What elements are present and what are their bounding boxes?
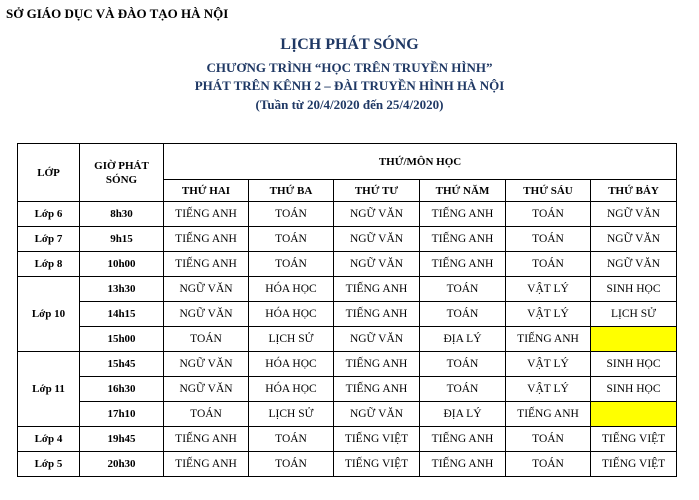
table-row	[18, 402, 677, 427]
time-cell: 8h30	[80, 202, 164, 227]
day-header: THỨ NĂM	[420, 180, 506, 202]
empty-subject-cell	[591, 402, 677, 427]
day-header: THỨ BẢY	[591, 180, 677, 202]
subject-cell: TIẾNG ANH	[506, 402, 591, 427]
table-row	[18, 277, 677, 302]
table-row	[18, 377, 677, 402]
subject-cell: VẬT LÝ	[506, 302, 591, 327]
subject-cell: ĐỊA LÝ	[420, 327, 506, 352]
subject-cell: TOÁN	[164, 402, 249, 427]
subject-cell: TOÁN	[420, 377, 506, 402]
subject-cell: SINH HỌC	[591, 277, 677, 302]
time-cell: 14h15	[80, 302, 164, 327]
subject-cell: TIẾNG ANH	[420, 227, 506, 252]
subject-cell: TIẾNG VIỆT	[591, 452, 677, 477]
subject-cell: TIẾNG ANH	[420, 427, 506, 452]
table-row	[18, 252, 677, 277]
column-header-time	[80, 144, 164, 202]
subject-cell: TOÁN	[506, 227, 591, 252]
subject-cell: TIẾNG ANH	[164, 252, 249, 277]
column-header-subjects: THỨ/MÔN HỌC	[164, 144, 677, 180]
subject-cell: NGỮ VĂN	[164, 277, 249, 302]
subject-cell: SINH HỌC	[591, 352, 677, 377]
subject-cell: NGỮ VĂN	[164, 377, 249, 402]
time-cell: 15h45	[80, 352, 164, 377]
subject-cell: TOÁN	[249, 252, 334, 277]
subject-cell: NGỮ VĂN	[164, 302, 249, 327]
subject-cell: TOÁN	[506, 427, 591, 452]
subject-cell: VẬT LÝ	[506, 377, 591, 402]
class-cell: Lớp 4	[18, 427, 80, 452]
subject-cell: TOÁN	[420, 277, 506, 302]
subject-cell: NGỮ VĂN	[334, 202, 420, 227]
header-row	[18, 144, 677, 180]
table-row	[18, 452, 677, 477]
schedule-table	[17, 143, 677, 477]
subject-cell: TIẾNG VIỆT	[334, 452, 420, 477]
column-header-time-line1: GIỜ PHÁT	[94, 159, 149, 172]
subject-cell: TIẾNG ANH	[334, 302, 420, 327]
subject-cell: TIẾNG ANH	[164, 227, 249, 252]
class-cell: Lớp 6	[18, 202, 80, 227]
time-cell: 17h10	[80, 402, 164, 427]
subject-cell: NGỮ VĂN	[334, 227, 420, 252]
day-header: THỨ TƯ	[334, 180, 420, 202]
subject-cell: NGỮ VĂN	[591, 227, 677, 252]
subject-cell: HÓA HỌC	[249, 352, 334, 377]
time-cell: 15h00	[80, 327, 164, 352]
subject-cell: NGỮ VĂN	[164, 352, 249, 377]
subject-cell: NGỮ VĂN	[591, 252, 677, 277]
department-name: SỞ GIÁO DỤC VÀ ĐÀO TẠO HÀ NỘI	[6, 6, 229, 21]
week-range: (Tuần từ 20/4/2020 đến 25/4/2020)	[255, 97, 444, 112]
subject-cell: TOÁN	[249, 227, 334, 252]
day-header: THỨ SÁU	[506, 180, 591, 202]
subject-cell: LỊCH SỬ	[249, 402, 334, 427]
subject-cell: VẬT LÝ	[506, 352, 591, 377]
column-header-class: LỚP	[18, 144, 80, 202]
program-subtitle: CHƯƠNG TRÌNH “HỌC TRÊN TRUYỀN HÌNH”	[206, 60, 493, 75]
subject-cell: LỊCH SỬ	[249, 327, 334, 352]
subject-cell: HÓA HỌC	[249, 377, 334, 402]
subject-cell: TIẾNG ANH	[164, 452, 249, 477]
subject-cell: TIẾNG ANH	[420, 202, 506, 227]
column-header-time-line2: SÓNG	[105, 173, 138, 186]
table-row	[18, 302, 677, 327]
table-row	[18, 227, 677, 252]
class-cell: Lớp 7	[18, 227, 80, 252]
time-cell: 16h30	[80, 377, 164, 402]
subject-cell: TOÁN	[420, 302, 506, 327]
schedule-body	[18, 202, 677, 477]
class-cell: Lớp 8	[18, 252, 80, 277]
subject-cell: TIẾNG ANH	[506, 327, 591, 352]
table-row	[18, 327, 677, 352]
table-row	[18, 352, 677, 377]
subject-cell: TIẾNG VIỆT	[334, 427, 420, 452]
subject-cell: ĐỊA LÝ	[420, 402, 506, 427]
subject-cell: TOÁN	[249, 202, 334, 227]
subject-cell: TOÁN	[506, 202, 591, 227]
class-cell: Lớp 5	[18, 452, 80, 477]
empty-subject-cell	[591, 327, 677, 352]
time-cell: 10h00	[80, 252, 164, 277]
time-cell: 19h45	[80, 427, 164, 452]
channel-subtitle: PHÁT TRÊN KÊNH 2 – ĐÀI TRUYỀN HÌNH HÀ NỘI	[194, 78, 505, 93]
page-title: LỊCH PHÁT SÓNG	[280, 36, 419, 53]
subject-cell: TOÁN	[249, 452, 334, 477]
subject-cell: TIẾNG ANH	[420, 252, 506, 277]
class-cell: Lớp 11	[18, 352, 80, 427]
subject-cell: TOÁN	[249, 427, 334, 452]
subject-cell: TIẾNG ANH	[164, 427, 249, 452]
subject-cell: TOÁN	[506, 452, 591, 477]
subject-cell: TIẾNG ANH	[334, 277, 420, 302]
table-row	[18, 427, 677, 452]
subject-cell: TIẾNG VIỆT	[591, 427, 677, 452]
subject-cell: TOÁN	[420, 352, 506, 377]
subject-cell: VẬT LÝ	[506, 277, 591, 302]
subject-cell: SINH HỌC	[591, 377, 677, 402]
subject-cell: NGỮ VĂN	[334, 327, 420, 352]
time-cell: 9h15	[80, 227, 164, 252]
time-cell: 13h30	[80, 277, 164, 302]
subject-cell: NGỮ VĂN	[334, 252, 420, 277]
day-header: THỨ BA	[249, 180, 334, 202]
subject-cell: TOÁN	[506, 252, 591, 277]
subject-cell: HÓA HỌC	[249, 277, 334, 302]
subject-cell: NGỮ VĂN	[334, 402, 420, 427]
day-header: THỨ HAI	[164, 180, 249, 202]
subject-cell: HÓA HỌC	[249, 302, 334, 327]
class-cell: Lớp 10	[18, 277, 80, 352]
subject-cell: TIẾNG ANH	[334, 352, 420, 377]
subject-cell: TIẾNG ANH	[164, 202, 249, 227]
time-cell: 20h30	[80, 452, 164, 477]
subject-cell: NGỮ VĂN	[591, 202, 677, 227]
subject-cell: TOÁN	[164, 327, 249, 352]
subject-cell: TIẾNG ANH	[420, 452, 506, 477]
subject-cell: TIẾNG ANH	[334, 377, 420, 402]
table-row	[18, 202, 677, 227]
subject-cell: LỊCH SỬ	[591, 302, 677, 327]
